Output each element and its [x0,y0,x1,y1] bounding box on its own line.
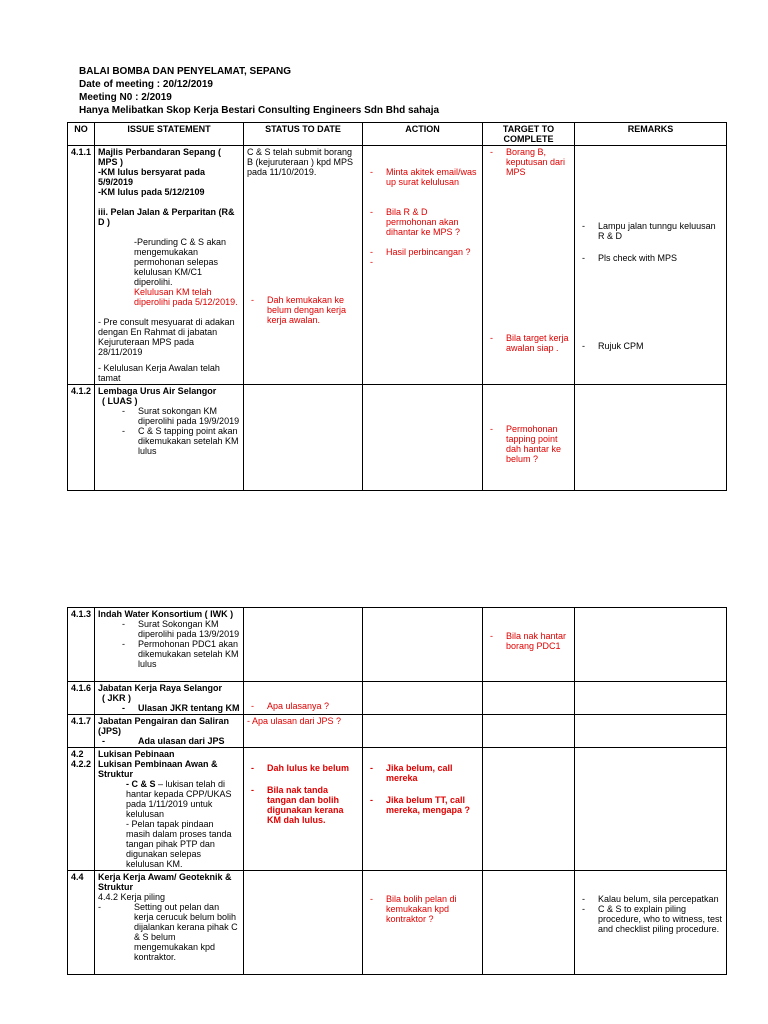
row-number: 4.1.2 [68,385,95,491]
target-cell [483,608,575,682]
bullet-dash: - [251,295,254,305]
status-cell [244,608,363,682]
issue-cell [95,871,244,975]
row-number: 4.1.3 [68,608,95,682]
issue-paragraph: - Pre consult mesyuarat di adakan dengan En Rahmat di jabatan Kejuruteraan MPS pada 28/11/2019 [98,317,235,357]
issue-cell [95,748,244,871]
bullet-dash: - [370,763,373,773]
action-cell [363,146,483,385]
col-header-action: ACTION [363,123,483,146]
remark-text: C & S to explain piling procedure, who to witness, test and checklist piling procedure. [598,904,723,934]
bullet-dash: - [490,333,493,343]
bullet-dash: - [370,257,373,267]
issue-line: Setting out pelan dan kerja cerucuk belum bolih dijalankan kerana pihak C & S belum mengemukakan kpd kontraktor. [134,902,238,962]
issue-cell [95,146,244,385]
action-cell [363,608,483,682]
table-row [68,608,727,682]
issue-cell [95,682,244,715]
remarks-cell [575,385,727,491]
bullet-dash: - [122,406,125,416]
bullet-dash: - [490,631,493,641]
issue-title: Lukisan Pebinaan [98,749,175,759]
action-cell [363,715,483,748]
row-number: 4.2 [71,749,84,759]
table-row [68,715,727,748]
target-note-red: Borang B, keputusan dari MPS [506,147,566,177]
table-row [68,871,727,975]
remark-text: Kalau belum, sila percepatkan [598,894,719,904]
issue-title: Majlis Perbandaran Sepang ( MPS ) [98,147,222,167]
remarks-cell [575,748,727,871]
status-text: C & S telah submit borang B (kejuruteraan ) kpd MPS pada 11/10/2019. [247,147,354,177]
status-note-red: - Apa ulasan dari JPS ? [244,715,363,748]
target-note-red: Bila target kerja awalan siap . [506,333,569,353]
bullet-dash: - [582,253,585,263]
target-cell [483,146,575,385]
action-note-red: Bila bolih pelan di kemukakan kpd kontraktor ? [386,894,457,924]
status-note-red: Dah kemukakan ke belum dengan kerja kerja awalan. [267,295,347,325]
target-note-red: Bila nak hantar borang PDC1 [506,631,567,651]
issue-line: Surat Sokongan KM diperolihi pada 13/9/2019 [138,619,240,639]
bullet-dash: - [370,247,373,257]
bullet-dash: - [582,904,585,914]
table-row [68,748,727,871]
status-cell [244,146,363,385]
remarks-cell [575,608,727,682]
bullet-dash: - [251,763,254,773]
header-line-4: Hanya Melibatkan Skop Kerja Bestari Consulting Engineers Sdn Bhd sahaja [79,105,440,116]
minutes-table-1 [67,122,727,491]
col-header-no: NO [68,123,95,146]
status-cell [244,871,363,975]
action-cell [363,871,483,975]
status-cell [244,385,363,491]
issue-line: - Pelan tapak pindaan masih dalam proses tanda tangan pihak PTP dan digunakan selepas kelulusan KM. [126,819,232,869]
table-row [68,385,727,491]
action-note-red: Bila R & D permohonan akan dihantar ke MPS ? [386,207,461,237]
status-note-red: Bila nak tanda tangan dan bolih digunakan kerana KM dah lulus. [267,785,344,825]
issue-line: – lukisan telah di hantar kepada CPP/UKAS pada 1/11/2019 untuk kelulusan [126,779,232,819]
issue-title: Kerja Kerja Awam/ Geoteknik & Struktur [98,872,232,892]
header-line-2: Date of meeting : 20/12/2019 [79,79,213,90]
status-note-red: Apa ulasanya ? [267,701,330,711]
issue-title: Lukisan Pembinaan Awan & Struktur [98,759,218,779]
remark-text: Rujuk CPM [598,341,644,351]
target-cell [483,715,575,748]
issue-title: Jabatan Kerja Raya Selangor [98,683,223,693]
issue-title: Indah Water Konsortium ( IWK ) [98,609,234,619]
row-number-cell [68,748,95,871]
bullet-dash: - [582,221,585,231]
issue-line: -KM lulus pada 5/12/2109 [98,187,205,197]
remark-text: Pls check with MPS [598,253,678,263]
bullet-dash: - [102,736,105,746]
action-note-red: Hasil perbincangan ? [386,247,471,257]
action-note-red: Jika belum TT, call mereka, mengapa ? [386,795,471,815]
issue-subtitle: 4.4.2 Kerja piling [98,892,166,902]
bullet-dash: - [370,894,373,904]
row-number: 4.1.7 [68,715,95,748]
issue-line: -KM lulus bersyarat pada 5/9/2019 [98,167,206,187]
issue-line: Ulasan JKR tentang KM [138,703,240,713]
issue-title: ( LUAS ) [102,396,138,406]
bullet-dash: - [370,207,373,217]
bullet-dash: - [122,639,125,649]
issue-title: Jabatan Pengairan dan Saliran (JPS) [98,716,230,736]
status-cell [244,682,363,715]
issue-line: Ada ulasan dari JPS [138,736,225,746]
table-row [68,682,727,715]
header-line-3: Meeting N0 : 2/2019 [79,92,172,103]
row-number: 4.1.6 [68,682,95,715]
issue-cell [95,608,244,682]
issue-note-red: Kelulusan KM telah diperolihi pada 5/12/2019. [134,287,238,307]
minutes-table-2 [67,607,727,975]
document-header [79,65,739,117]
issue-title: ( JKR ) [102,693,131,703]
target-cell [483,871,575,975]
bullet-dash: - [490,147,493,157]
bullet-dash: - [122,703,125,713]
issue-cell [95,385,244,491]
remarks-cell [575,871,727,975]
bullet-dash: - [582,894,585,904]
issue-subtitle: iii. Pelan Jalan & Perparitan (R& D ) [98,207,235,227]
table-row [68,146,727,385]
target-cell [483,682,575,715]
bullet-dash: - [122,426,125,436]
action-cell [363,682,483,715]
bullet-dash: - [251,785,254,795]
action-note-red: Minta akitek email/was up surat kelulusan [386,167,477,187]
status-cell [244,748,363,871]
remarks-cell [575,146,727,385]
bullet-dash: - [122,619,125,629]
target-cell [483,748,575,871]
bullet-dash: - [490,424,493,434]
issue-cell [95,715,244,748]
col-header-issue: ISSUE STATEMENT [95,123,244,146]
row-number: 4.1.1 [68,146,95,385]
action-note-red: Jika belum, call mereka [386,763,453,783]
col-header-status: STATUS TO DATE [244,123,363,146]
issue-line: Permohonan PDC1 akan dikemukakan setelah KM lulus [138,639,239,669]
target-cell [483,385,575,491]
col-header-target: TARGET TO COMPLETE [483,123,575,146]
action-cell [363,385,483,491]
bullet-dash: - [582,341,585,351]
row-number: 4.2.2 [71,759,92,769]
bullet-dash: - [370,167,373,177]
header-line-1: BALAI BOMBA DAN PENYELAMAT, SEPANG [79,66,292,77]
issue-line: C & S tapping point akan dikemukakan setelah KM lulus [138,426,239,456]
issue-line: Surat sokongan KM diperolihi pada 19/9/2019 [138,406,240,426]
issue-line-bold: - C & S [126,779,156,789]
action-cell [363,748,483,871]
status-note-red: Dah lulus ke belum [267,763,350,773]
remarks-cell [575,715,727,748]
remark-text: Lampu jalan tunngu keluusan R & D [598,221,716,241]
bullet-dash: - [370,795,373,805]
issue-title: Lembaga Urus Air Selangor [98,386,217,396]
bullet-dash: - [251,701,254,711]
issue-paragraph: - Kelulusan Kerja Awalan telah tamat [98,363,220,383]
remarks-cell [575,682,727,715]
col-header-remarks: REMARKS [575,123,727,146]
bullet-dash: - [98,902,101,912]
target-note-red: Permohonan tapping point dah hantar ke belum ? [506,424,562,464]
issue-paragraph: -Perunding C & S akan mengemukakan permohonan selepas kelulusan KM/C1 diperolihi. [134,237,227,287]
row-number: 4.4 [68,871,95,975]
